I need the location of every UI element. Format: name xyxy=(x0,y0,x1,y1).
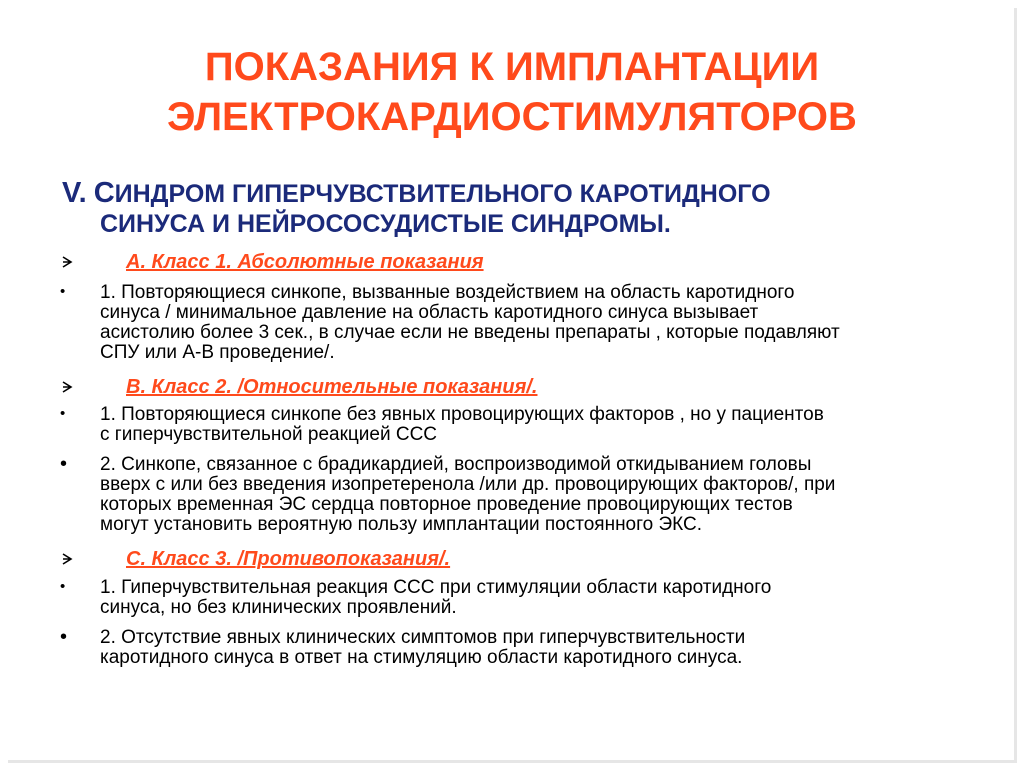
class-3-item-1-line-1: 1. Гиперчувствительная реакция ССС при стимуляции области каротидного xyxy=(100,577,772,598)
section-number: V. xyxy=(62,177,87,209)
bullet-dot-icon: • xyxy=(60,283,66,300)
class-1-item-1-line-1: 1. Повторяющиеся синкопе, вызванные воздействием на область каротидного xyxy=(100,282,795,303)
class-1-item-1-line-4: СПУ или А-В проведение/. xyxy=(100,342,335,363)
class-2-item-2-line-4: могут установить вероятную пользу имплантации постоянного ЭКС. xyxy=(100,514,702,535)
class-2-item-1-line-1: 1. Повторяющиеся синкопе без явных провоцирующих факторов , но у пациентов xyxy=(100,404,824,425)
slide-title-line-2: ЭЛЕКТРОКАРДИОСТИМУЛЯТОРОВ xyxy=(167,95,857,139)
section-heading-line-1-text: ИНДРОМ ГИПЕРЧУВСТВИТЕЛЬНОГО КАРОТИДНОГО xyxy=(114,180,771,208)
bullet-dot-icon: • xyxy=(60,453,68,475)
section-heading-line-1 xyxy=(62,178,771,209)
slide-title-line-1: ПОКАЗАНИЯ К ИМПЛАНТАЦИИ xyxy=(204,45,820,89)
bullet-dot-icon: • xyxy=(60,626,68,648)
class-3-label: C. Класс 3. /Противопоказания/. xyxy=(126,548,451,570)
arrow-bullet-icon xyxy=(60,255,74,269)
section-heading-capital: С xyxy=(93,177,115,209)
class-3-item-1-line-2: синуса, но без клинических проявлений. xyxy=(100,597,457,618)
arrow-bullet-icon xyxy=(60,380,74,394)
arrow-bullet-icon xyxy=(60,552,74,566)
section-heading xyxy=(62,178,771,239)
class-2-item-2-line-2: вверх с или без введения изопретеренола /или др. провоцирующих факторов/, при xyxy=(100,474,836,495)
class-1-label: A. Класс 1. Абсолютные показания xyxy=(126,251,484,273)
class-2-item-2-line-3: которых временная ЭС сердца повторное проведение провоцирующих тестов xyxy=(100,494,793,515)
class-3-item-2-line-1: 2. Отсутствие явных клинических симптомов при гиперчувствительности xyxy=(100,627,746,648)
class-1-item-1-line-3: асистолию более 3 сек., в случае если не введены препараты , которые подавляют xyxy=(100,322,840,343)
class-2-item-1-line-2: с гиперчувствительной реакцией ССС xyxy=(100,424,438,445)
bullet-dot-icon: • xyxy=(60,578,66,595)
class-1-item-1-line-2: синуса / минимальное давление на область каротидного синуса вызывает xyxy=(100,302,759,323)
class-2-label: B. Класс 2. /Относительные показания/. xyxy=(126,376,538,398)
bullet-dot-icon: • xyxy=(60,405,66,422)
class-3-item-2-line-2: каротидного синуса в ответ на стимуляцию области каротидного синуса. xyxy=(100,647,743,668)
section-heading-line-2: СИНУСА И НЕЙРОСОСУДИСТЫЕ СИНДРОМЫ. xyxy=(100,210,671,238)
class-2-item-2-line-1: 2. Синкопе, связанное с брадикардией, воспроизводимой откидыванием головы xyxy=(100,454,812,475)
